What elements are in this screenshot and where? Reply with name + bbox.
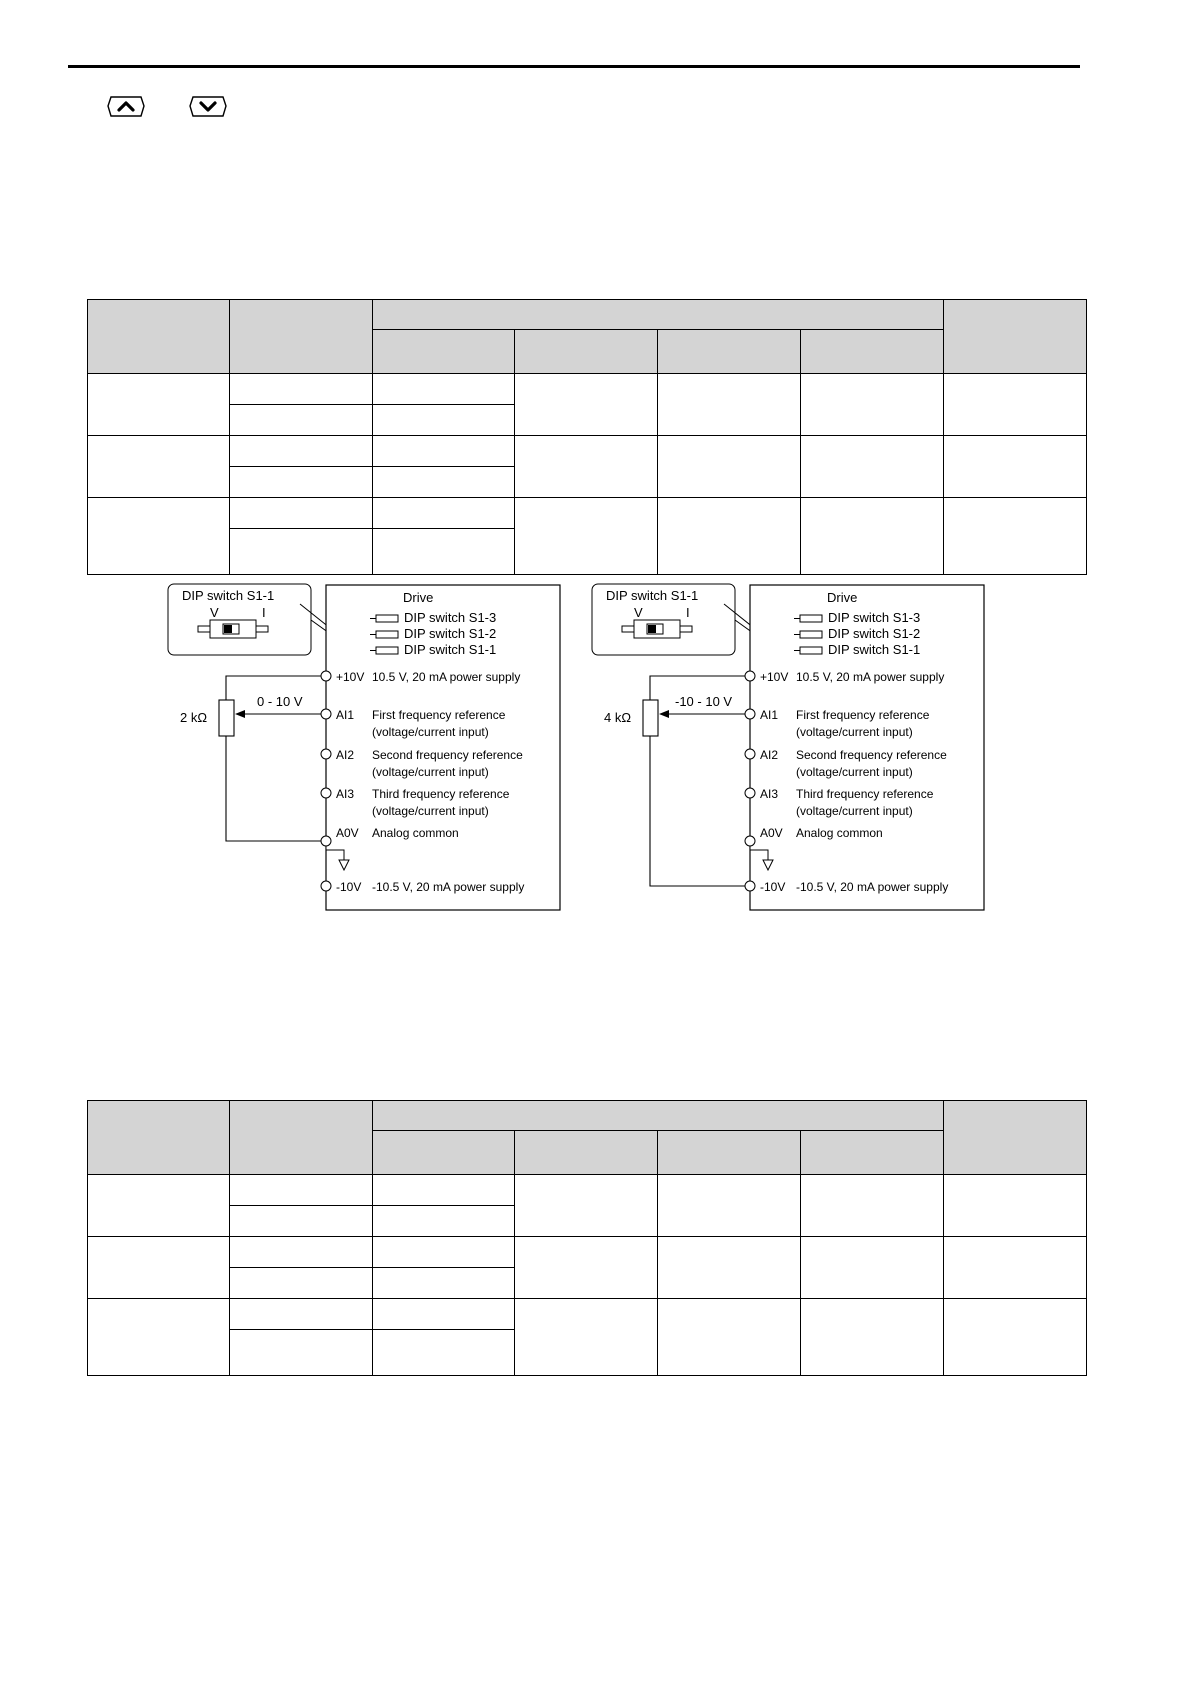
- table-cell: [658, 498, 801, 575]
- settings-table-2: [87, 1100, 1087, 1376]
- table-cell: [373, 374, 515, 405]
- table-cell: [801, 436, 944, 498]
- table-cell: [88, 1175, 230, 1237]
- table-cell: [801, 1237, 944, 1299]
- terminal-desc: Analog common: [372, 826, 459, 840]
- table-cell: [801, 1299, 944, 1376]
- terminal-ai2: [745, 749, 755, 759]
- header-rule: [68, 65, 1080, 68]
- terminal-desc: (voltage/current input): [372, 725, 489, 739]
- table-cell: [373, 1268, 515, 1299]
- terminal-p10v: [745, 671, 755, 681]
- dip-switch-s1-2-label: DIP switch S1-2: [828, 626, 921, 641]
- terminal-label: +10V: [336, 670, 365, 684]
- dip-switch-s1-2-label: DIP switch S1-2: [404, 626, 497, 641]
- table-cell: [230, 1299, 373, 1330]
- wiring-diagrams: [150, 582, 1000, 927]
- table-row: [88, 374, 1087, 405]
- voltage-range-label: -10 - 10 V: [675, 694, 733, 709]
- terminal-ai1: [321, 709, 331, 719]
- table-subheader-cell: [515, 330, 658, 374]
- terminal-desc: Second frequency reference: [796, 748, 947, 762]
- terminal-a0v: [745, 836, 755, 846]
- table-cell: [88, 1237, 230, 1299]
- terminal-label: AI3: [760, 787, 779, 801]
- table-cell: [658, 1237, 801, 1299]
- table-cell: [230, 1206, 373, 1237]
- dip-switch-s1-1-label: DIP switch S1-1: [828, 642, 921, 657]
- table-header-cell: [944, 300, 1087, 374]
- table-cell: [658, 1299, 801, 1376]
- table-subheader-cell: [373, 1131, 515, 1175]
- dip-switch-s1-3-label: DIP switch S1-3: [404, 610, 497, 625]
- table-header-cell: [88, 300, 230, 374]
- table-cell: [373, 467, 515, 498]
- terminal-desc: First frequency reference: [372, 708, 506, 722]
- terminal-label: AI1: [760, 708, 779, 722]
- drive-label: Drive: [403, 590, 434, 605]
- table-cell: [230, 467, 373, 498]
- terminal-desc: (voltage/current input): [796, 725, 913, 739]
- terminal-desc: Third frequency reference: [372, 787, 510, 801]
- dip-i-label: I: [262, 605, 266, 620]
- table-cell: [88, 498, 230, 575]
- table-cell: [944, 1175, 1087, 1237]
- terminal-a0v: [321, 836, 331, 846]
- table-cell: [88, 1299, 230, 1376]
- dip-switch-s1-1-label: DIP switch S1-1: [404, 642, 497, 657]
- terminal-desc: (voltage/current input): [796, 804, 913, 818]
- potentiometer-icon: [643, 700, 658, 736]
- table-header-cell: [88, 1101, 230, 1175]
- table-cell: [944, 498, 1087, 575]
- table-subheader-cell: [515, 1131, 658, 1175]
- table-subheader-cell: [801, 1131, 944, 1175]
- table-cell: [515, 1175, 658, 1237]
- terminal-m10v: [745, 881, 755, 891]
- table-row: [88, 1237, 1087, 1268]
- dip-i-label: I: [686, 605, 690, 620]
- table-cell: [230, 1268, 373, 1299]
- table-cell: [801, 498, 944, 575]
- table-cell: [373, 1237, 515, 1268]
- potentiometer-icon: [219, 700, 234, 736]
- table-cell: [373, 1330, 515, 1376]
- terminal-desc: -10.5 V, 20 mA power supply: [796, 880, 949, 894]
- table-cell: [515, 374, 658, 436]
- table-cell: [230, 1175, 373, 1206]
- terminal-desc: Second frequency reference: [372, 748, 523, 762]
- table-cell: [230, 498, 373, 529]
- table-cell: [373, 498, 515, 529]
- table-header-group: [373, 300, 944, 330]
- table-cell: [944, 1299, 1087, 1376]
- terminal-p10v: [321, 671, 331, 681]
- table-subheader-cell: [373, 330, 515, 374]
- table-cell: [944, 436, 1087, 498]
- table-subheader-cell: [658, 1131, 801, 1175]
- table-cell: [658, 1175, 801, 1237]
- table-row: [88, 1299, 1087, 1330]
- table-cell: [230, 529, 373, 575]
- terminal-label: AI3: [336, 787, 355, 801]
- terminal-desc: 10.5 V, 20 mA power supply: [372, 670, 521, 684]
- dip-switch-callout-label: DIP switch S1-1: [182, 588, 275, 603]
- terminal-label: -10V: [760, 880, 786, 894]
- dip-switch-s1-3-label: DIP switch S1-3: [828, 610, 921, 625]
- terminal-desc: 10.5 V, 20 mA power supply: [796, 670, 945, 684]
- table-cell: [88, 436, 230, 498]
- table-header-cell: [230, 300, 373, 374]
- terminal-desc: (voltage/current input): [372, 765, 489, 779]
- up-arrow-key-icon: [107, 96, 145, 117]
- terminal-desc: Third frequency reference: [796, 787, 934, 801]
- terminal-label: AI1: [336, 708, 355, 722]
- wiring-diagram-pm10v: [592, 584, 984, 910]
- down-arrow-key-icon: [189, 96, 227, 117]
- resistor-value-label: 2 kΩ: [180, 710, 208, 725]
- table-row: [88, 498, 1087, 529]
- resistor-value-label: 4 kΩ: [604, 710, 632, 725]
- table-cell: [230, 436, 373, 467]
- drive-label: Drive: [827, 590, 858, 605]
- terminal-label: +10V: [760, 670, 789, 684]
- terminal-ai3: [321, 788, 331, 798]
- table-cell: [944, 374, 1087, 436]
- table-cell: [230, 405, 373, 436]
- table-header-cell: [944, 1101, 1087, 1175]
- dip-v-label: V: [210, 605, 219, 620]
- table-cell: [373, 529, 515, 575]
- table-cell: [658, 374, 801, 436]
- table-cell: [230, 1330, 373, 1376]
- table-cell: [515, 1237, 658, 1299]
- table-cell: [230, 1237, 373, 1268]
- terminal-ai2: [321, 749, 331, 759]
- table-cell: [373, 436, 515, 467]
- terminal-desc: -10.5 V, 20 mA power supply: [372, 880, 525, 894]
- terminal-label: A0V: [336, 826, 359, 840]
- table-cell: [515, 1299, 658, 1376]
- table-cell: [373, 1299, 515, 1330]
- table-header-cell: [230, 1101, 373, 1175]
- table-cell: [801, 1175, 944, 1237]
- terminal-desc: Analog common: [796, 826, 883, 840]
- terminal-label: AI2: [336, 748, 355, 762]
- table-subheader-cell: [658, 330, 801, 374]
- wiring-diagram-0-10v: [168, 584, 560, 910]
- dip-v-label: V: [634, 605, 643, 620]
- table-subheader-cell: [801, 330, 944, 374]
- terminal-ai1: [745, 709, 755, 719]
- terminal-label: -10V: [336, 880, 362, 894]
- table-cell: [515, 498, 658, 575]
- terminal-desc: (voltage/current input): [372, 804, 489, 818]
- terminal-label: A0V: [760, 826, 783, 840]
- voltage-range-label: 0 - 10 V: [257, 694, 303, 709]
- table-cell: [801, 374, 944, 436]
- terminal-label: AI2: [760, 748, 779, 762]
- table-cell: [515, 436, 658, 498]
- table-cell: [658, 436, 801, 498]
- table-cell: [373, 1206, 515, 1237]
- table-row: [88, 436, 1087, 467]
- table-header-group: [373, 1101, 944, 1131]
- terminal-desc: First frequency reference: [796, 708, 930, 722]
- table-cell: [230, 374, 373, 405]
- dip-switch-callout-label: DIP switch S1-1: [606, 588, 699, 603]
- table-row: [88, 1175, 1087, 1206]
- terminal-m10v: [321, 881, 331, 891]
- table-cell: [88, 374, 230, 436]
- table-cell: [373, 405, 515, 436]
- terminal-ai3: [745, 788, 755, 798]
- table-cell: [373, 1175, 515, 1206]
- table-cell: [944, 1237, 1087, 1299]
- settings-table-1: [87, 299, 1087, 575]
- terminal-desc: (voltage/current input): [796, 765, 913, 779]
